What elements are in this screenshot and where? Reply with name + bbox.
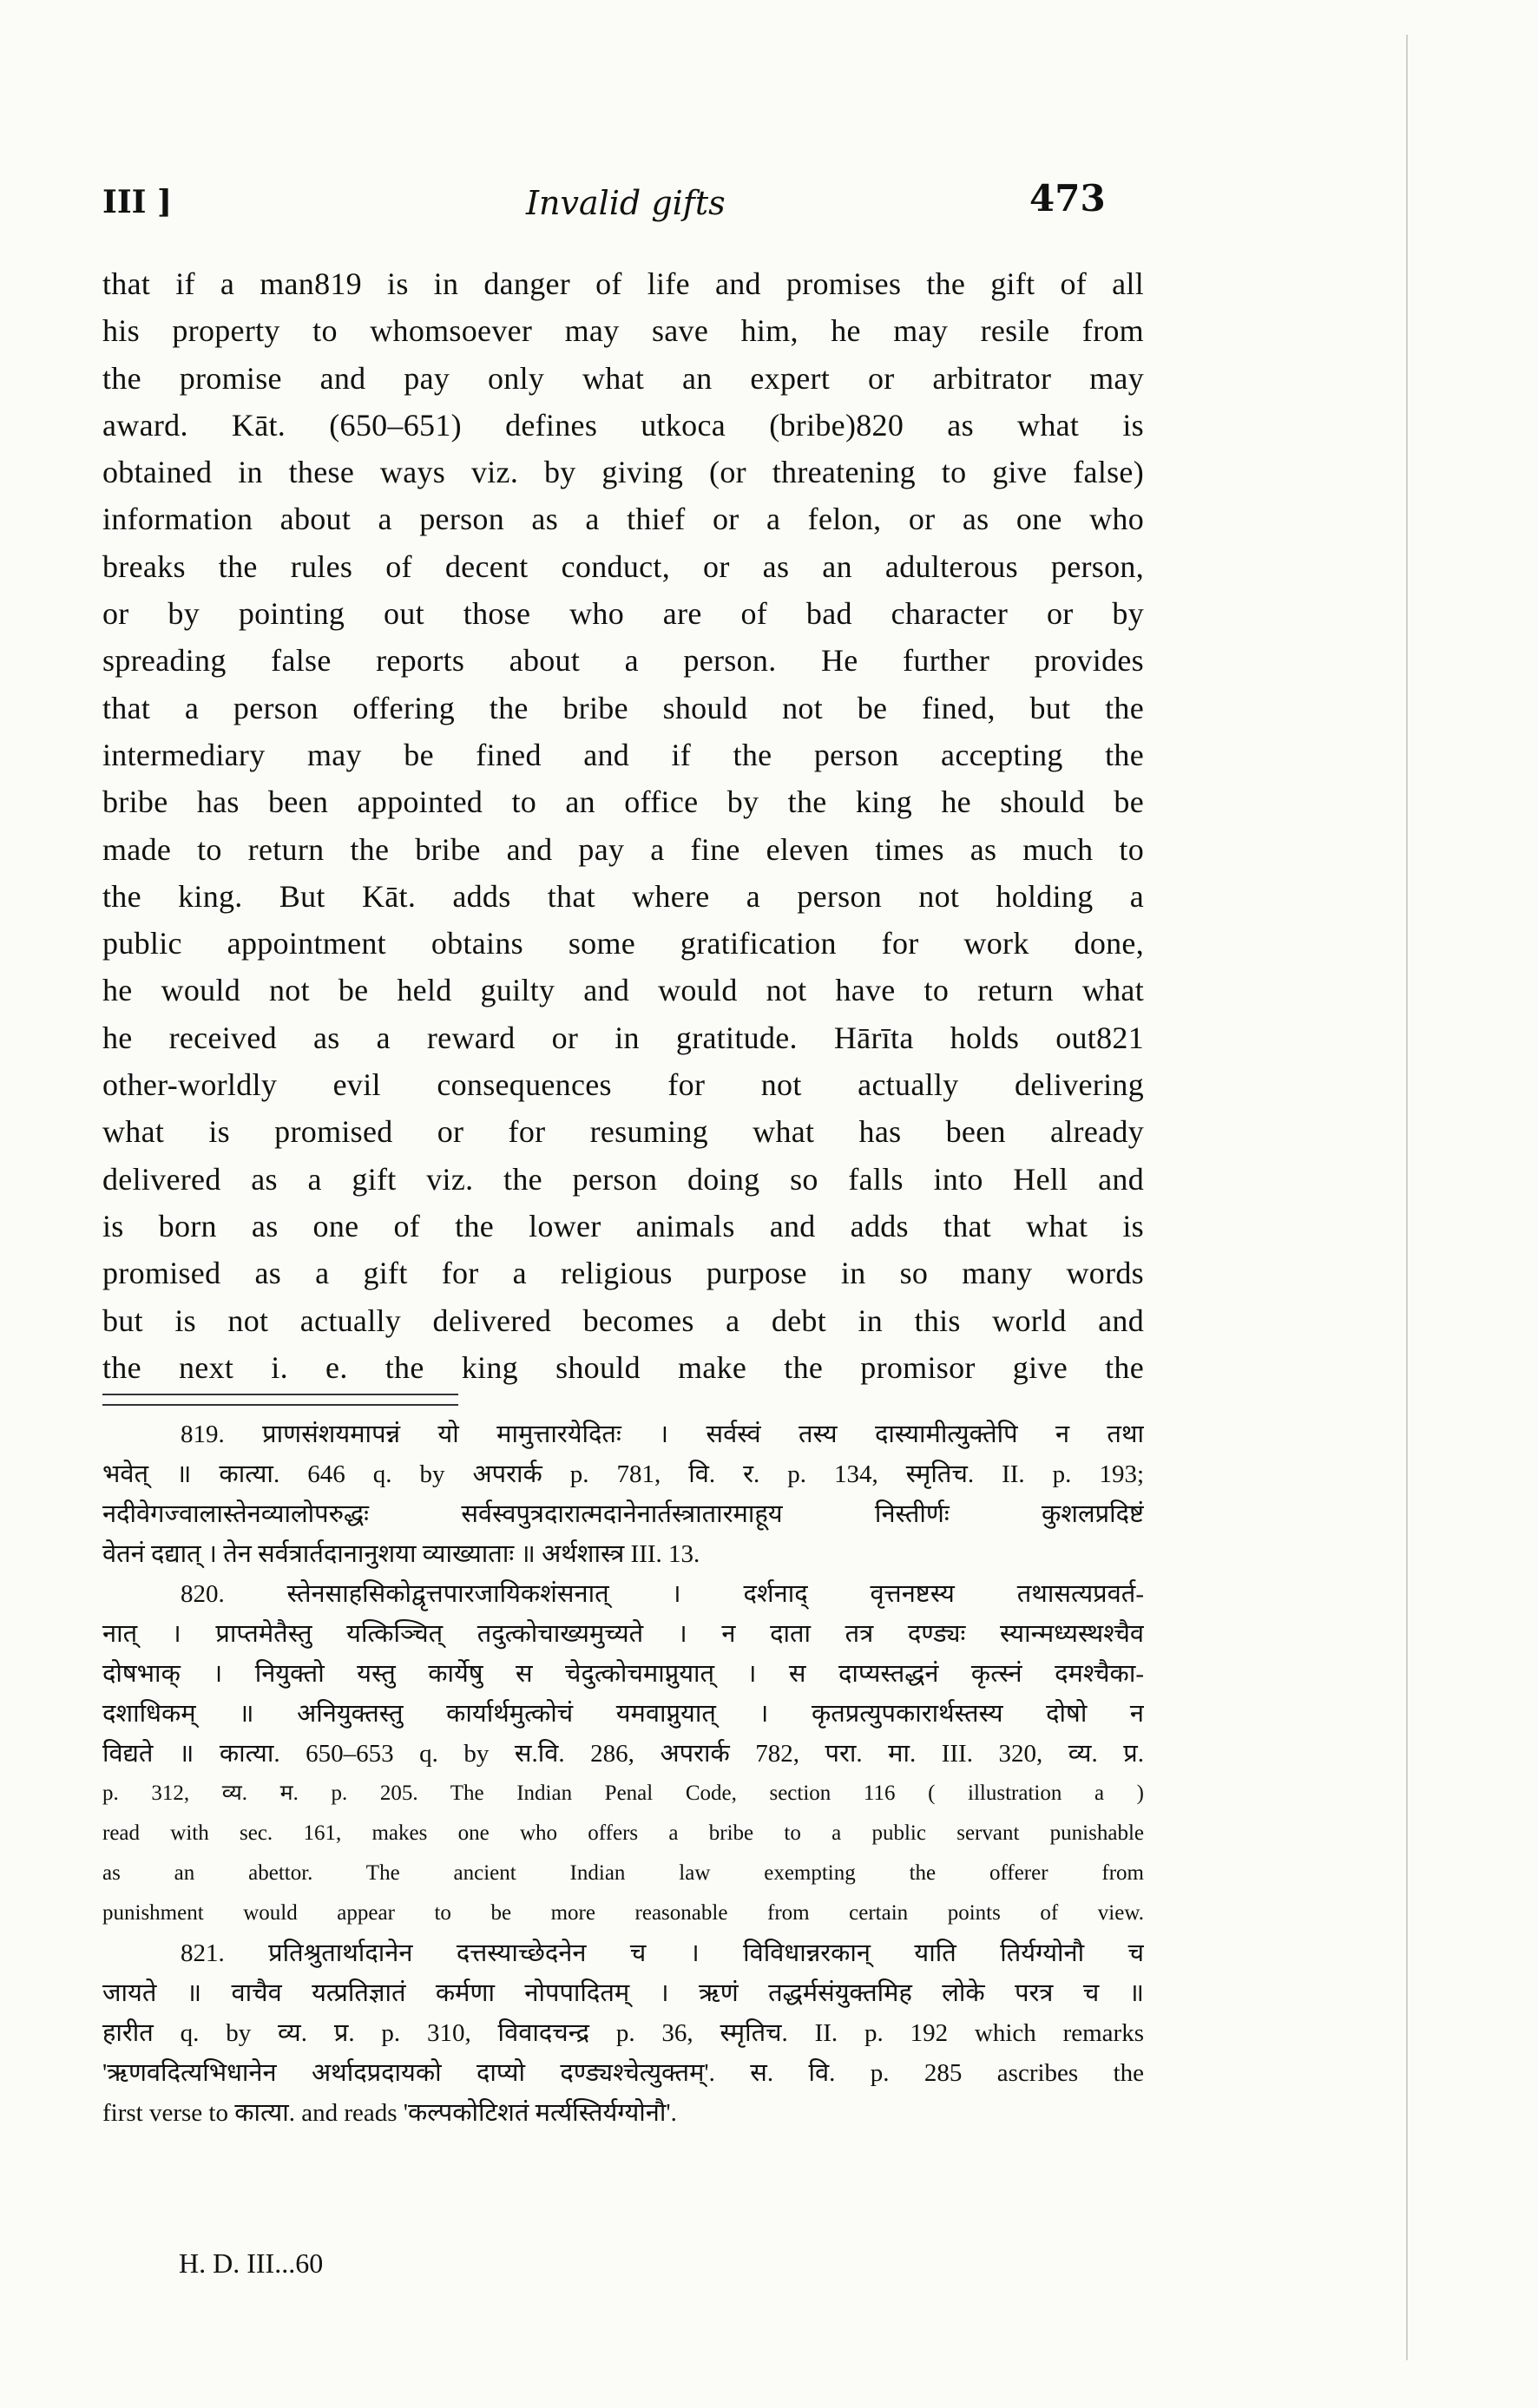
body-line: the next i. e. the king should make the promisor give the (102, 1349, 1144, 1385)
body-line: information about a person as a thief or a felon, or as one who (102, 502, 1144, 537)
page-number: 473 (1029, 177, 1106, 220)
footnote-line: 821. प्रतिश्रुतार्थादानेन दत्तस्याच्छेदनेन च । विविधान्नरकान् याति तिर्यग्योनौ च (181, 1939, 1144, 1967)
footnote-line: punishment would appear to be more reasonable from certain points of view. (102, 1901, 1144, 1925)
body-line: that if a man819 is in danger of life and promises the gift of all (102, 266, 1144, 301)
body-line: is born as one of the lower animals and adds that what is (102, 1208, 1144, 1243)
signature-mark: H. D. III...60 (179, 2247, 324, 2279)
footnote-line: वेतनं दद्यात् । तेन सर्वत्रार्तदानानुशया व्याख्याताः ॥ अर्थशास्त्र III. 13. (102, 1540, 700, 1568)
body-line: delivered as a gift viz. the person doing so falls into Hell and (102, 1161, 1144, 1197)
page-edge-line (1406, 35, 1408, 2360)
footnote-line: 819. प्राणसंशयमापन्नं यो मामुत्तारयेदितः । सर्वस्वं तस्य दास्यामीत्युक्तेपि न तथा (181, 1421, 1144, 1448)
body-line: obtained in these ways viz. by giving (or threatening to give false) (102, 455, 1144, 490)
footnote-line: विद्यते ॥ कात्या. 650–653 q. by स.वि. 286, अपरार्क 782, परा. मा. III. 320, व्य. प्र. (102, 1740, 1144, 1768)
body-line: award. Kāt. (650–651) defines utkoca (bribe)820 as what is (102, 407, 1144, 443)
footnote-line: नात् । प्राप्तमेतैस्तु यत्किञ्चित् तदुत्कोचाख्यमुच्यते । न दाता तत्र दण्ड्यः स्यान्मध्यस्थश्चैव (102, 1620, 1144, 1648)
body-line: what is promised or for resuming what has been already (102, 1114, 1144, 1150)
footnote-line: भवेत् ॥ कात्या. 646 q. by अपरार्क p. 781, वि. र. p. 134, स्मृतिच. II. p. 193; (102, 1460, 1144, 1488)
running-title: Invalid gifts (526, 184, 726, 222)
body-text (102, 260, 1144, 1391)
body-line: the promise and pay only what an expert or arbitrator may (102, 360, 1144, 396)
footnote-line: जायते ॥ वाचैव यत्प्रतिज्ञातं कर्मणा नोपपादितम् । ऋणं तद्धर्मसंयुक्तमिह लोके परत्र च ॥ (102, 1979, 1144, 2007)
footnote-line: दोषभाक् । नियुक्तो यस्तु कार्येषु स चेदुत्कोचमाप्नुयात् । स दाप्यस्तद्धनं कृत्स्नं दमश्चैका- (102, 1660, 1144, 1688)
footnote-separator (102, 1394, 458, 1406)
footnote-line: 'ऋणवदित्यभिधानेन अर्थादप्रदायको दाप्यो दण्ड्यश्चेत्युक्तम्'. स. वि. p. 285 ascribes the (102, 2059, 1144, 2087)
chapter-marker: III ] (102, 184, 173, 220)
body-line: breaks the rules of decent conduct, or as an adulterous person, (102, 548, 1144, 584)
footnote-line: read with sec. 161, makes one who offers a bribe to a public servant punishable (102, 1821, 1144, 1845)
body-line: intermediary may be fined and if the person accepting the (102, 737, 1144, 772)
body-line: other-worldly evil consequences for not actually delivering (102, 1067, 1144, 1103)
body-line: that a person offering the bribe should not be fined, but the (102, 690, 1144, 725)
footnotes (102, 1414, 1144, 2133)
body-line: he received as a reward or in gratitude. Hārīta holds out821 (102, 1020, 1144, 1055)
body-line: the king. But Kāt. adds that where a person not holding a (102, 878, 1144, 914)
body-line: he would not be held guilty and would not have to return what (102, 973, 1144, 1008)
body-line: his property to whomsoever may save him, he may resile from (102, 313, 1144, 349)
body-line: public appointment obtains some gratification for work done, (102, 926, 1144, 961)
footnote-line: नदीवेगज्वालास्तेनव्यालोपरुद्धः सर्वस्वपुत्रदारात्मदानेनार्तस्त्रातारमाहूय निस्तीर्णः कुशलप्रदिष्टं (102, 1500, 1144, 1528)
footnote-line: first verse to कात्या. and reads 'कल्पकोटिशतं मर्त्यस्तिर्यग्योनौ'. (102, 2099, 677, 2127)
footnote-line: हारीत q. by व्य. प्र. p. 310, विवादचन्द्र p. 36, स्मृतिच. II. p. 192 which remarks (102, 2019, 1144, 2047)
footnote-line: p. 312, व्य. म. p. 205. The Indian Penal Code, section 116 ( illustration a ) (102, 1781, 1144, 1805)
body-line: or by pointing out those who are of bad character or by (102, 596, 1144, 632)
body-line: but is not actually delivered becomes a debt in this world and (102, 1302, 1144, 1338)
body-line: promised as a gift for a religious purpose in so many words (102, 1256, 1144, 1291)
body-line: made to return the bribe and pay a fine eleven times as much to (102, 831, 1144, 867)
footnote-line: 820. स्तेनसाहसिकोद्वृत्तपारजायिकशंसनात् । दर्शनाद् वृत्तनष्टस्य तथासत्यप्रवर्त- (181, 1580, 1144, 1608)
footnote-line: as an abettor. The ancient Indian law exempting the offerer from (102, 1861, 1144, 1885)
body-line: spreading false reports about a person. He further provides (102, 643, 1144, 679)
running-header (102, 174, 1144, 226)
body-line: bribe has been appointed to an office by the king he should be (102, 784, 1144, 820)
footnote-line: दशाधिकम् ॥ अनियुक्तस्तु कार्यार्थमुत्कोचं यमवाप्नुयात् । कृतप्रत्युपकारार्थस्तस्य दोषो न (102, 1700, 1144, 1728)
